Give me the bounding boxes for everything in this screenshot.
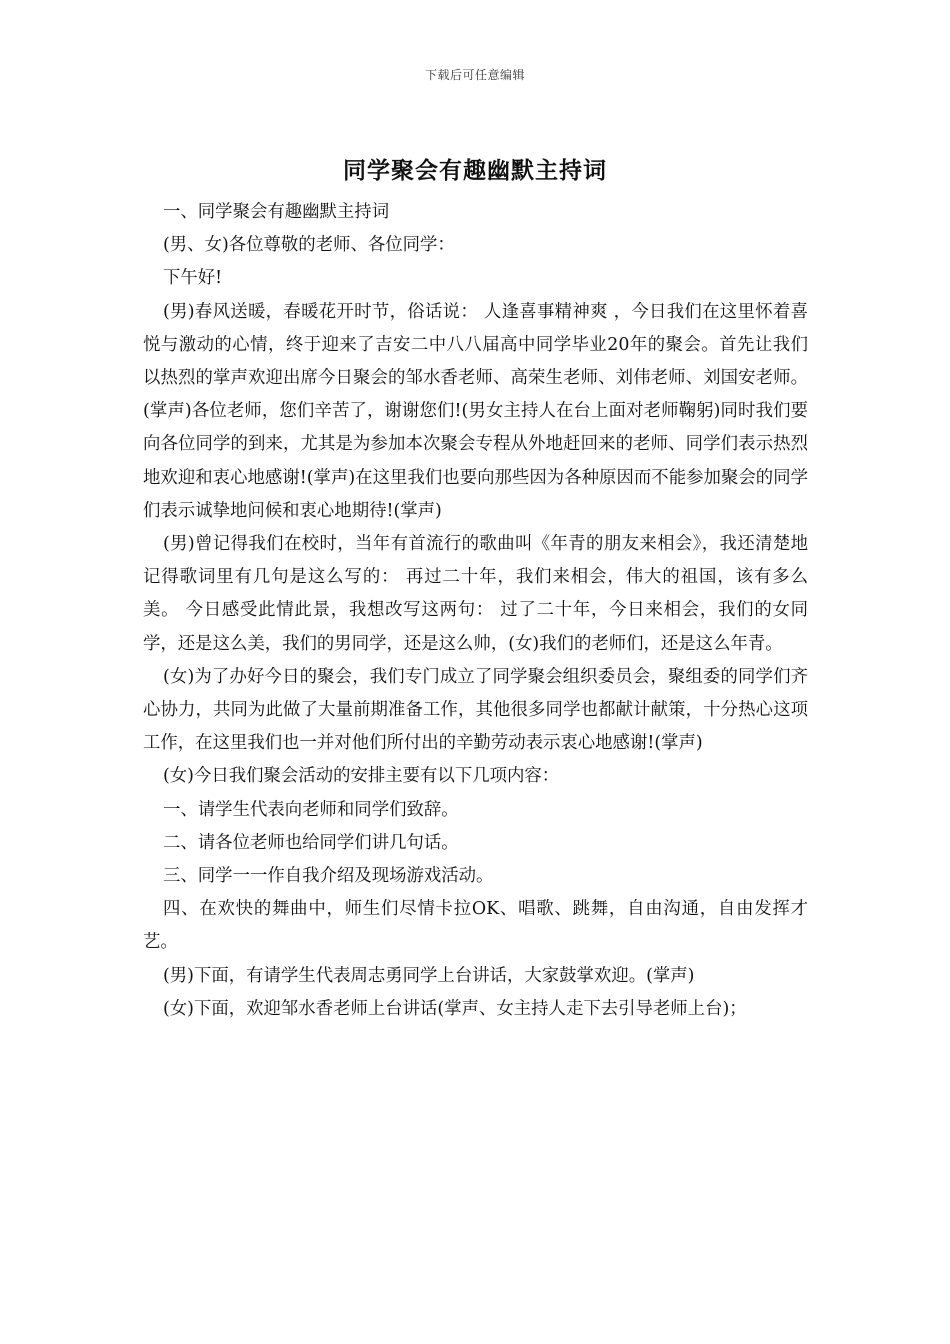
- paragraph: (男)下面，有请学生代表周志勇同学上台讲话，大家鼓掌欢迎。(掌声): [163, 965, 695, 986]
- document-body: [143, 196, 808, 1026]
- paragraph: 四、在欢快的舞曲中，师生们尽情卡拉OK、唱歌、跳舞，自由沟通，自由发挥才艺。: [143, 899, 808, 953]
- paragraph: (男)曾记得我们在校时，当年有首流行的歌曲叫《年青的朋友来相会》，我还清楚地记得歌词里有几句是这么写的： 再过二十年，我们来相会，伟大的祖国，该有多么美。 今日感受此情此景，我想改写这两句： 过了二十年，今日来相会，我们的女同学，还是这么美，我们的男同学，还是这么帅，(女)我们的老师们，还是这么年青。: [143, 534, 808, 654]
- paragraph: 下午好!: [163, 268, 223, 289]
- paragraph: (女)为了办好今日的聚会，我们专门成立了同学聚会组织委员会，聚组委的同学们齐心协力，共同为此做了大量前期准备工作，其他很多同学也都献计献策，十分热心这项工作，在这里我们也一并对他们所付出的辛勤劳动表示衷心地感谢!(掌声): [143, 666, 808, 754]
- paragraph: (男)春风送暖，春暖花开时节，俗话说： 人逢喜事精神爽 ，今日我们在这里怀着喜悦与激动的心情，终于迎来了吉安二中八八届高中同学毕业20年的聚会。首先让我们以热烈的掌声欢迎出席今日聚会的邹水香老师、高荣生老师、刘伟老师、刘国安老师。(掌声)各位老师，您们辛苦了，谢谢您们!(男女主持人在台上面对老师鞠躬)同时我们要向各位同学的到来，尤其是为参加本次聚会专程从外地赶回来的老师、同学们表示热烈地欢迎和衷心地感谢!(掌声)在这里我们也要向那些因为各种原因而不能参加聚会的同学们表示诚挚地问候和衷心地期待!(掌声): [143, 301, 808, 521]
- paragraph: 一、请学生代表向老师和同学们致辞。: [163, 799, 459, 820]
- paragraph: 三、同学一一作自我介绍及现场游戏活动。: [163, 866, 494, 887]
- document-title: 同学聚会有趣幽默主持词: [343, 157, 607, 184]
- paragraph: (女)下面，欢迎邹水香老师上台讲话(掌声、女主持人走下去引导老师上台)；: [163, 998, 747, 1019]
- header-note: 下载后可任意编辑: [424, 68, 525, 82]
- paragraph: (男、女)各位尊敬的老师、各位同学：: [163, 235, 455, 256]
- paragraph: 二、请各位老师也给同学们讲几句话。: [163, 832, 459, 853]
- paragraph: 一、同学聚会有趣幽默主持词: [163, 202, 390, 222]
- paragraph: (女)今日我们聚会活动的安排主要有以下几项内容：: [163, 766, 560, 787]
